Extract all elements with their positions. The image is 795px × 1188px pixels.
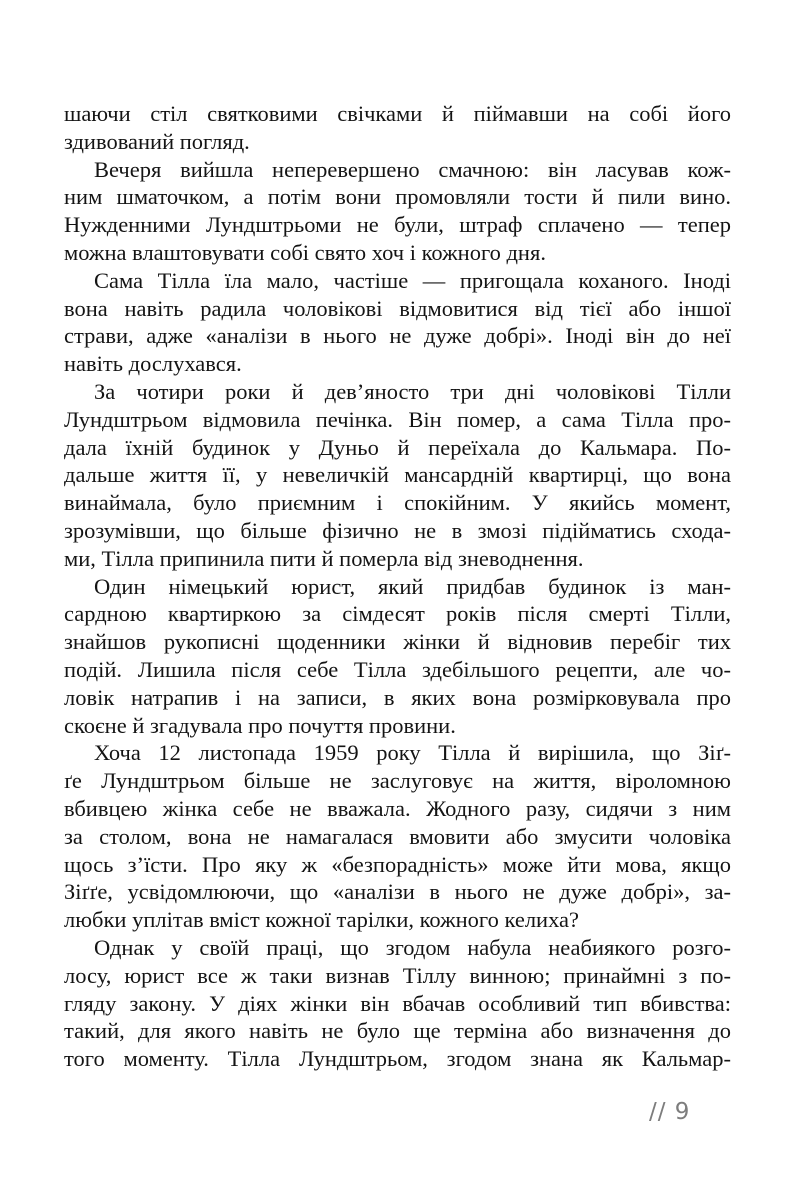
- text-line: ґе Лундштрьом більше не заслуговує на життя, віроломною: [64, 768, 731, 794]
- paragraph: [64, 100, 731, 156]
- text-line: ми, Тілла припинила пити й померла від зневоднення.: [64, 545, 584, 571]
- text-line: подій. Лишила після себе Тілла здебільшого рецепти, але чо-: [64, 656, 731, 682]
- paragraph: [64, 156, 731, 267]
- text-line: гляду закону. У діях жінки він вбачав особливий тип вбивства:: [64, 990, 731, 1016]
- text-line: винаймала, було приємним і спокійним. У якийсь момент,: [64, 490, 731, 516]
- text-line: здивований погляд.: [64, 128, 250, 154]
- paragraph: [64, 934, 731, 1073]
- text-line: можна влаштовувати собі свято хоч і кожного дня.: [64, 239, 546, 265]
- text-line: Сама Тілла їла мало, частіше — пригощала коханого. Іноді: [94, 267, 731, 293]
- text-line: любки уплітав вміст кожної тарілки, кожного келиха?: [64, 907, 580, 933]
- text-line: вбивцею жінка себе не вважала. Жодного разу, сидячи з ним: [64, 795, 731, 821]
- text-line: знайшов рукописні щоденники жінки й відновив перебіг тих: [64, 629, 731, 655]
- text-line: Один німецький юрист, який придбав будинок із ман-: [94, 573, 731, 599]
- text-line: за столом, вона не намагалася вмовити або змусити чоловіка: [64, 823, 731, 849]
- paragraph: [64, 378, 731, 573]
- page-text: [64, 100, 731, 1073]
- text-line: зрозумівши, що більше фізично не в змозі підійматись схода-: [64, 517, 731, 543]
- text-line: ним шматочком, а потім вони промовляли тости й пили вино.: [64, 184, 731, 210]
- text-line: ловік натрапив і на записи, в яких вона розмірковувала про: [64, 684, 731, 710]
- text-line: Вечеря вийшла неперевершено смачною: він ласував кож-: [94, 156, 731, 182]
- text-line: Зіґґе, усвідомлюючи, що «аналізи в нього не дуже добрі», за-: [64, 879, 731, 905]
- text-line: За чотири роки й дев’яносто три дні чоловікові Тілли: [94, 378, 731, 404]
- text-line: шаючи стіл святковими свічками й піймавши на собі його: [64, 101, 731, 126]
- text-line: Хоча 12 листопада 1959 року Тілла й вирішила, що Зіґ-: [94, 740, 731, 766]
- text-line: страви, адже «аналізи в нього не дуже добрі». Іноді він до неї: [64, 323, 731, 349]
- paragraph: [64, 573, 731, 740]
- text-line: навіть дослухався.: [64, 351, 242, 377]
- text-line: Нужденними Лундштрьоми не були, штраф сплачено — тепер: [64, 212, 731, 238]
- text-line: такий, для якого навіть не було ще терміна або визначення до: [64, 1018, 731, 1044]
- text-line: Однак у своїй праці, що згодом набула неабиякого розго-: [94, 934, 731, 960]
- text-line: дала їхній будинок у Дуньо й переїхала до Кальмара. По-: [64, 434, 731, 460]
- text-line: щось з’їсти. Про яку ж «безпорадність» може йти мова, якщо: [64, 851, 731, 877]
- page-number: // 9: [649, 1099, 691, 1125]
- text-line: дальше життя її, у невеличкій мансардній квартирці, що вона: [64, 462, 731, 488]
- text-line: сардною квартиркою за сімдесят років після смерті Тілли,: [64, 601, 731, 627]
- text-line: Лундштрьом відмовила печінка. Він помер, а сама Тілла про-: [64, 406, 731, 432]
- text-line: скоєне й згадувала про почуття провини.: [64, 712, 456, 738]
- paragraph: [64, 267, 731, 378]
- text-line: лосу, юрист все ж таки визнав Тіллу винною; принаймні з по-: [64, 962, 731, 988]
- paragraph: [64, 739, 731, 934]
- text-line: того моменту. Тілла Лундштрьом, згодом знана як Кальмар-: [64, 1046, 731, 1072]
- text-line: вона навіть радила чоловікові відмовитися від тієї або іншої: [64, 295, 731, 321]
